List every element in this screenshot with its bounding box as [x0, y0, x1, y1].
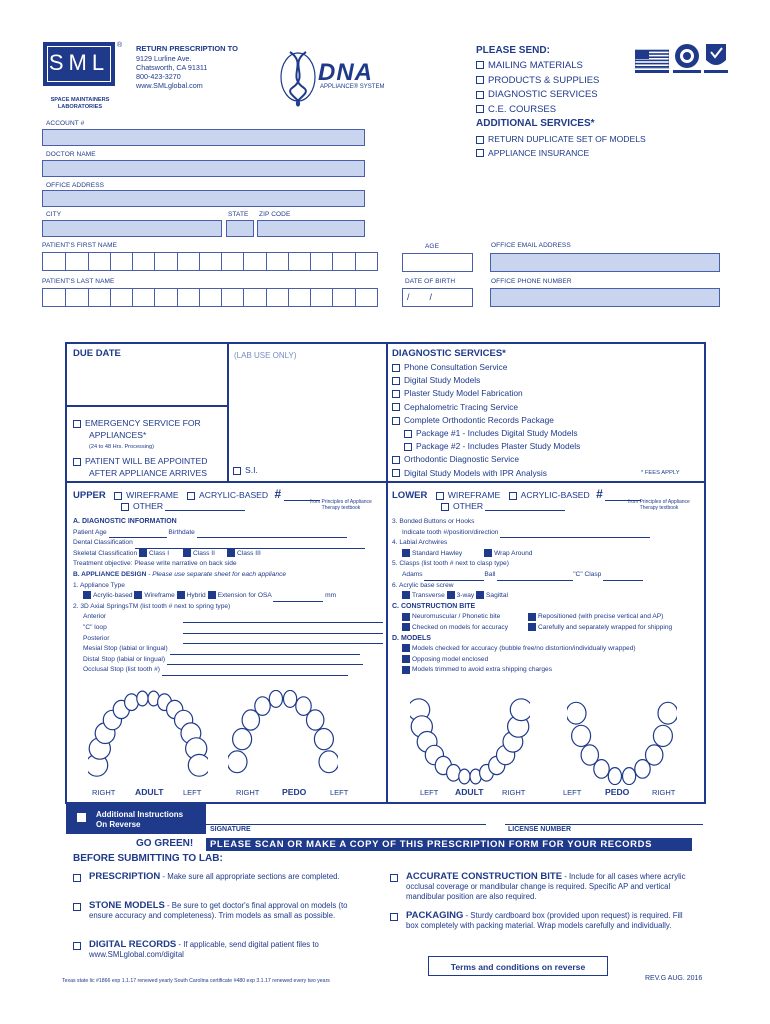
- signature-line[interactable]: [206, 824, 486, 825]
- additional-services-title: ADDITIONAL SERVICES*: [476, 118, 595, 129]
- packaging-tip: PACKAGING - Sturdy cardboard box (provided upon request) is required. Fill box completely with packing material. Wrap models carefully and individually.: [390, 911, 695, 931]
- tooth-outline[interactable]: [228, 751, 247, 773]
- ipr-analysis-option[interactable]: Digital Study Models with IPR Analysis: [392, 467, 580, 480]
- patient-appointed-option[interactable]: PATIENT WILL BE APPOINTED AFTER APPLIANCE ARRIVES: [73, 455, 207, 479]
- letter-box-divider: [177, 289, 178, 306]
- lower-acrylic-option[interactable]: ACRYLIC-BASED: [509, 490, 590, 500]
- lower-other-option[interactable]: OTHER: [441, 501, 565, 511]
- prescription-tip: PRESCRIPTION - Make sure all appropriate sections are completed.: [73, 872, 353, 882]
- office-address-label: OFFICE ADDRESS: [46, 182, 105, 189]
- tooth-outline[interactable]: [567, 702, 586, 724]
- letter-box-divider: [310, 253, 311, 270]
- package-1-option[interactable]: Package #1 - Includes Digital Study Models: [392, 427, 580, 440]
- phone-field[interactable]: [490, 288, 720, 307]
- doctor-field[interactable]: [42, 160, 365, 177]
- ce-courses-option[interactable]: C.E. COURSES: [476, 103, 599, 118]
- products-supplies-option[interactable]: PRODUCTS & SUPPLIES: [476, 74, 599, 89]
- license-line[interactable]: [505, 824, 703, 825]
- letter-box-divider: [355, 253, 356, 270]
- tooth-outline[interactable]: [646, 745, 663, 765]
- iso-certification-icon: [704, 42, 728, 74]
- doctor-label: DOCTOR NAME: [46, 151, 96, 158]
- tooth-outline[interactable]: [255, 697, 270, 716]
- city-label: CITY: [46, 211, 62, 218]
- package-2-option[interactable]: Package #2 - Includes Plaster Study Models: [392, 440, 580, 453]
- letter-box-divider: [88, 289, 89, 306]
- letter-box-divider: [266, 289, 267, 306]
- tooth-outline[interactable]: [447, 765, 461, 782]
- last-name-label: PATIENT'S LAST NAME: [42, 278, 115, 285]
- return-line: 800-423-3270: [136, 72, 181, 81]
- upper-other-option[interactable]: OTHER: [121, 501, 245, 511]
- lower-header: LOWER WIREFRAME ACRYLIC-BASED #: [392, 487, 641, 501]
- first-name-label: PATIENT'S FIRST NAME: [42, 242, 118, 249]
- tooth-outline[interactable]: [510, 699, 530, 721]
- tooth-outline[interactable]: [459, 769, 470, 784]
- terms-link[interactable]: Terms and conditions on reverse: [428, 956, 608, 976]
- construction-bite-tip: ACCURATE CONSTRUCTION BITE - Include for all cases where acrylic occlusal coverage or mandibular change is required. Specific AP and vertical mandibular position are also required.: [390, 872, 695, 902]
- additional-services-list: [476, 133, 646, 160]
- lower-pedo-left-label: LEFT: [563, 788, 582, 797]
- upper-details: A. DIAGNOSTIC INFORMATION Patient Age Birthdate Dental Classification Skeletal Classification Class I Class II Class III Treatment objective: Please write narrative on back side B. APPLIANCE DESIGN - Please use separate sheet for each appliance 1. Appliance Type Acrylic-based Wireframe Hybrid Extension for OSA mm 2. 3D Axial SpringsTM (list tooth # next to spring type) Anterior "C" loop Posterior Mesial Stop (labial or lingual) Distal Stop (labial or lingual) Occlusal Stop (list tooth #): [73, 517, 383, 676]
- plaster-study-model-option[interactable]: Plaster Study Model Fabrication: [392, 387, 580, 400]
- lab-use-only: (LAB USE ONLY): [234, 351, 297, 360]
- letter-box-divider: [310, 289, 311, 306]
- letter-box-divider: [332, 253, 333, 270]
- letter-box-divider: [154, 253, 155, 270]
- signature-label: SIGNATURE: [210, 826, 251, 833]
- upper-pedo-arch-diagram[interactable]: [228, 690, 338, 785]
- tooth-outline[interactable]: [269, 690, 282, 707]
- upper-pedo-right-label: RIGHT: [236, 788, 260, 797]
- additional-instructions-text: Additional Instructions On Reverse: [96, 810, 184, 829]
- account-field[interactable]: [42, 129, 365, 146]
- revision-label: REV.G AUG. 2016: [645, 975, 703, 982]
- tooth-outline[interactable]: [233, 729, 252, 750]
- tooth-outline[interactable]: [314, 729, 333, 750]
- state-field[interactable]: [226, 220, 254, 237]
- license-label: LICENSE NUMBER: [508, 826, 572, 833]
- letter-box-divider: [65, 253, 66, 270]
- zip-label: ZIP CODE: [259, 211, 291, 218]
- letter-box-divider: [243, 253, 244, 270]
- dob-label: DATE OF BIRTH: [405, 278, 456, 285]
- letter-box-divider: [332, 289, 333, 306]
- lower-adult-label: ADULT: [455, 787, 484, 797]
- tooth-outline[interactable]: [658, 702, 677, 724]
- letter-box-divider: [199, 253, 200, 270]
- complete-records-option[interactable]: Complete Orthodontic Records Package: [392, 414, 580, 427]
- fees-apply-note: * FEES APPLY: [641, 470, 680, 476]
- return-address: [136, 54, 207, 90]
- go-green-banner: PLEASE SCAN OR MAKE A COPY OF THIS PRESCRIPTION FORM FOR YOUR RECORDS: [206, 838, 692, 851]
- upper-pedo-left-label: LEFT: [330, 788, 349, 797]
- last-name-field[interactable]: [42, 288, 378, 307]
- upper-adult-left-label: LEFT: [183, 788, 202, 797]
- due-date-title: DUE DATE: [73, 348, 121, 359]
- lower-adult-left-label: LEFT: [420, 788, 439, 797]
- lower-wireframe-option[interactable]: WIREFRAME: [436, 490, 501, 500]
- age-label: AGE: [425, 243, 440, 250]
- letter-box-divider: [110, 253, 111, 270]
- upper-acrylic-option[interactable]: ACRYLIC-BASED: [187, 490, 268, 500]
- diagnostic-services-title: DIAGNOSTIC SERVICES*: [392, 348, 506, 359]
- letter-box-divider: [110, 289, 111, 306]
- usa-flag-icon: [635, 44, 669, 74]
- lower-adult-arch-diagram[interactable]: [410, 690, 530, 785]
- state-label: STATE: [228, 211, 249, 218]
- upper-header: UPPER WIREFRAME ACRYLIC-BASED #: [73, 487, 320, 501]
- dob-field[interactable]: [402, 288, 473, 307]
- lower-principles-note: from Principles of Appliance Therapy textbook: [628, 499, 690, 511]
- orthodontic-diagnostic-option[interactable]: Orthodontic Diagnostic Service: [392, 453, 580, 466]
- tooth-outline[interactable]: [284, 690, 297, 707]
- tooth-outline[interactable]: [319, 751, 338, 773]
- letter-box-divider: [288, 289, 289, 306]
- email-label: OFFICE EMAIL ADDRESS: [491, 242, 571, 249]
- cephalometric-tracing-option[interactable]: Cephalometric Tracing Service: [392, 401, 580, 414]
- return-line: Chatsworth, CA 91311: [136, 63, 208, 72]
- tooth-outline[interactable]: [623, 768, 636, 785]
- upper-adult-label: ADULT: [135, 787, 164, 797]
- letter-box-divider: [132, 289, 133, 306]
- sml-logo: SML ®: [43, 42, 121, 94]
- digital-records-tip: DIGITAL RECORDS - If applicable, send digital patient files to www.SMLglobal.com/digital: [73, 940, 353, 960]
- duplicate-models-option[interactable]: RETURN DUPLICATE SET OF MODELS: [476, 133, 646, 147]
- letter-box-divider: [243, 289, 244, 306]
- go-green-label: GO GREEN!: [136, 838, 194, 849]
- certification-seal-icon: [672, 42, 702, 74]
- dna-logo: [278, 46, 398, 108]
- return-line: 9129 Lurline Ave.: [136, 54, 192, 63]
- tooth-outline[interactable]: [125, 694, 139, 711]
- upper-pedo-label: PEDO: [282, 787, 307, 797]
- emergency-option[interactable]: EMERGENCY SERVICE FOR APPLIANCES* (24 to 48 Hrs. Processing): [73, 417, 201, 453]
- letter-box-divider: [177, 253, 178, 270]
- sml-logo-subtitle: SPACE MAINTAINERS LABORATORIES: [50, 97, 110, 110]
- lower-adult-right-label: RIGHT: [502, 788, 526, 797]
- please-send-list: [476, 59, 599, 117]
- letter-box-divider: [355, 289, 356, 306]
- si-option[interactable]: S.I.: [233, 465, 258, 475]
- appliance-insurance-option[interactable]: APPLIANCE INSURANCE: [476, 147, 646, 161]
- lower-pedo-right-label: RIGHT: [652, 788, 676, 797]
- upper-principles-note: from Principles of Appliance Therapy textbook: [310, 499, 372, 511]
- tooth-outline[interactable]: [608, 768, 621, 785]
- letter-box-divider: [266, 253, 267, 270]
- lower-details: 3. Bonded Buttons or Hooks Indicate tooth #/position/direction 4. Labial Archwires Standard Hawley Wrap Around 5. Clasps (list tooth # next to clasp type) Adams Ball "C" Clasp 6. Acrylic base screw Transverse 3-way Sagittal C. CONSTRUCTION BITE Neuromuscular / Phonetic bite Repositioned (with precise vertical and AP) Checked on models for accuracy Carefully and separately wrapped for shipping D. MODELS Models checked for accuracy (bubble free/no distortion/individually wrapped) Opposing model enclosed Models trimmed to avoid extra shipping charges: [392, 518, 673, 674]
- license-footnote: Texas state lic #1866 exp 1.1.17 renewed yearly South Carolina certificate #480 exp 3.1.17 renewed every two years: [62, 978, 330, 984]
- city-field[interactable]: [42, 220, 222, 237]
- return-title: RETURN PRESCRIPTION TO: [136, 44, 238, 53]
- dna-helix-icon: [278, 46, 318, 108]
- age-field[interactable]: [402, 253, 473, 272]
- letter-box-divider: [221, 253, 222, 270]
- letter-box-divider: [221, 289, 222, 306]
- tooth-outline[interactable]: [137, 691, 148, 706]
- upper-adult-right-label: RIGHT: [92, 788, 116, 797]
- letter-box-divider: [154, 289, 155, 306]
- stone-models-tip: STONE MODELS - Be sure to get doctor's final approval on models (to ensure accuracy and completeness). Trim models as small as possible.: [73, 901, 353, 921]
- dna-logo-text: DNA: [318, 59, 373, 86]
- diagnostic-services-list: [392, 361, 580, 480]
- tooth-outline[interactable]: [572, 725, 591, 746]
- zip-field[interactable]: [257, 220, 365, 237]
- first-name-field[interactable]: [42, 252, 378, 271]
- tooth-outline[interactable]: [594, 760, 609, 779]
- sml-logo-text: SML: [48, 50, 110, 75]
- account-label: ACCOUNT #: [46, 120, 85, 127]
- upper-wireframe-option[interactable]: WIREFRAME: [114, 490, 179, 500]
- letter-box-divider: [199, 289, 200, 306]
- before-title: BEFORE SUBMITTING TO LAB:: [73, 853, 223, 864]
- phone-consultation-option[interactable]: Phone Consultation Service: [392, 361, 580, 374]
- additional-instructions-box[interactable]: [66, 804, 206, 834]
- digital-study-models-option[interactable]: Digital Study Models: [392, 374, 580, 387]
- mailing-materials-option[interactable]: MAILING MATERIALS: [476, 59, 599, 74]
- letter-box-divider: [88, 253, 89, 270]
- dob-value: / /: [407, 292, 433, 302]
- tooth-outline[interactable]: [653, 725, 672, 746]
- upper-adult-arch-diagram[interactable]: [88, 690, 208, 785]
- please-send-title: PLEASE SEND:: [476, 45, 550, 56]
- lower-pedo-label: PEDO: [605, 787, 630, 797]
- diagnostic-services-option[interactable]: DIAGNOSTIC SERVICES: [476, 88, 599, 103]
- tooth-outline[interactable]: [188, 754, 208, 776]
- tooth-outline[interactable]: [307, 710, 324, 730]
- lower-pedo-arch-diagram[interactable]: [567, 690, 677, 785]
- phone-label: OFFICE PHONE NUMBER: [491, 278, 572, 285]
- return-line: www.SMLglobal.com: [136, 81, 203, 90]
- dna-logo-sub: APPLIANCE® SYSTEM: [320, 84, 385, 90]
- letter-box-divider: [65, 289, 66, 306]
- letter-box-divider: [288, 253, 289, 270]
- email-field[interactable]: [490, 253, 720, 272]
- letter-box-divider: [132, 253, 133, 270]
- office-address-field[interactable]: [42, 190, 365, 207]
